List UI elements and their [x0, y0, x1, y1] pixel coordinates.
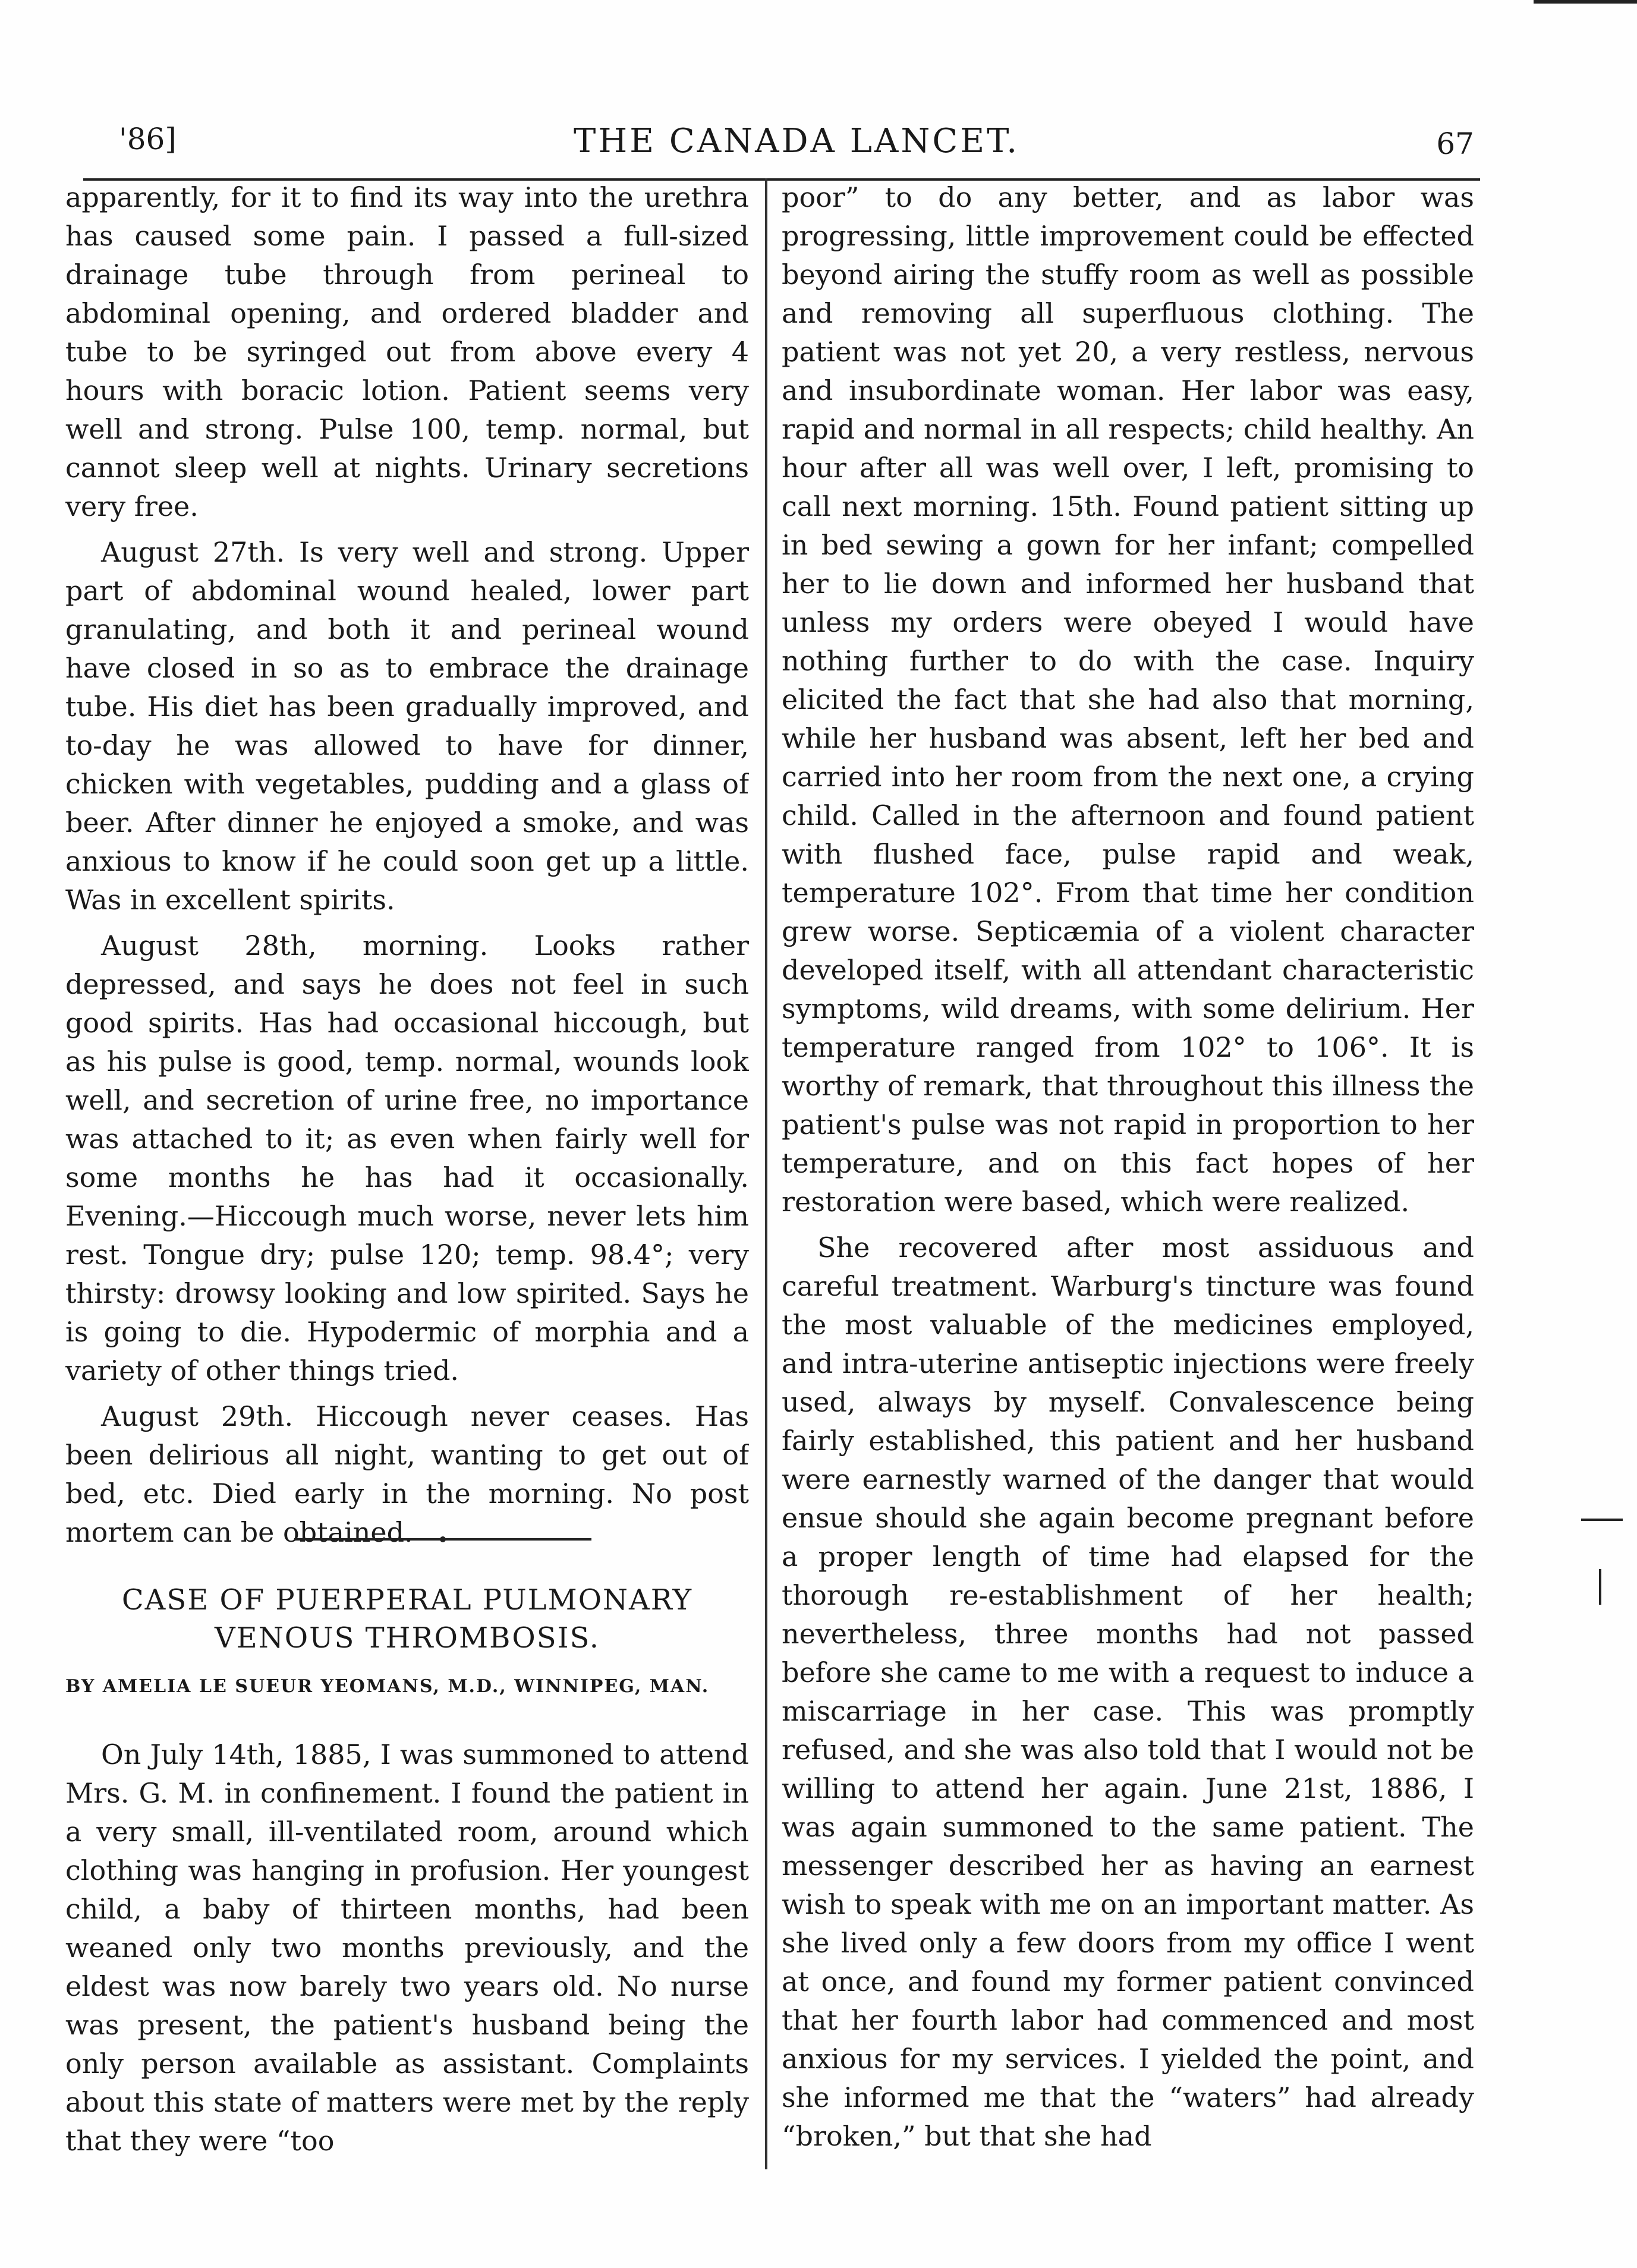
right-column: [782, 178, 1474, 2163]
paragraph: She recovered after most assiduous and careful treatment. Warburg's tincture was found the most valuable of the medicines employed, and intra-uterine antiseptic injections were freely used, always by myself. Convalescence being fairly established, this patient and her husband were earnestly warned of the danger that would ensue should she again become pregnant before a proper length of time had elapsed for the thorough re-establishment of her health; nevertheless, three months had not passed before she came to me with a request to induce a miscarriage in her case. This was promptly refused, and she was also told that I would not be willing to attend her again. June 21st, 1886, I was again summoned to the same patient. The messenger described her as having an earnest wish to speak with me on an important matter. As she lived only a few doors from my office I went at once, and found my former patient convinced that her fourth labor had commenced and most anxious for my services. I yielded the point, and she informed me that the “waters” had already “broken,” but that she had: [782, 1231, 1474, 2152]
article-body: [65, 1735, 749, 2163]
page-number: 67: [1436, 127, 1474, 161]
paragraph: August 28th, morning. Looks rather depressed, and says he does not feel in such good spirits. Has had occasional hiccough, but as his pulse is good, temp. normal, wounds look well, and secretion of urine free, no importance was attached to it; as even when fairly well for some months he has had it occasionally. Evening.—Hiccough much worse, never lets him rest. Tongue dry; pulse 120; temp. 98.4°; very thirsty: drowsy looking and low spirited. Says he is going to die. Hypodermic of morphia and a variety of other things tried.: [65, 930, 749, 1387]
paragraph: poor” to do any better, and as labor was progressing, little improvement could be effected beyond airing the stuffy room as well as possible and removing all superfluous clothing. The patient was not yet 20, a very restless, nervous and insubordinate woman. Her labor was easy, rapid and normal in all respects; child healthy. An hour after all was well over, I left, promising to call next morning. 15th. Found patient sitting up in bed sewing a gown for her infant; compelled her to lie down and informed her husband that unless my orders were obeyed I would have nothing further to do with the case. Inquiry elicited the fact that she had also that morning, while her husband was absent, left her bed and carried into her room from the next one, a crying child. Called in the afternoon and found patient with flushed face, pulse rapid and weak, temperature 102°. From that time her condition grew worse. Septicæmia of a violent character developed itself, with all attendant characteristic symptoms, wild dreams, with some delirium. Her temperature ranged from 102° to 106°. It is worthy of remark, that throughout this illness the patient's pulse was not rapid in proportion to her temperature, and on this fact hopes of her restoration were based, which were realized.: [782, 181, 1474, 1218]
column-divider: [765, 178, 767, 2169]
article-title-line: VENOUS THROMBOSIS.: [215, 1621, 600, 1655]
scan-edge-mark: [1534, 0, 1637, 4]
article-title-line: CASE OF PUERPERAL PULMONARY: [121, 1583, 693, 1617]
paragraph: apparently, for it to find its way into the urethra has caused some pain. I passed a full-sized drainage tube through from perineal to abdominal opening, and ordered bladder and tube to be syringed out from above every 4 hours with boracic lotion. Patient seems very well and strong. Pulse 100, temp. normal, but cannot sleep well at nights. Urinary secretions very free.: [65, 181, 749, 522]
paragraph: On July 14th, 1885, I was summoned to attend Mrs. G. M. in confinement. I found the patient in a very small, ill-ventilated room, around which clothing was hanging in profusion. Her youngest child, a baby of thirteen months, had been weaned only two months previously, and the eldest was now barely two years old. No nurse was present, the patient's husband being the only person available as assistant. Complaints about this state of matters were met by the reply that they were “too: [65, 1738, 749, 2157]
article-title: [65, 1581, 749, 1657]
scan-edge-mark: [1581, 1519, 1623, 1521]
scan-edge-mark: [1599, 1569, 1601, 1605]
article-byline: BY AMELIA LE SUEUR YEOMANS, M.D., WINNIPEG, MAN.: [65, 1676, 710, 1697]
running-header: [119, 122, 1474, 178]
journal-title: THE CANADA LANCET.: [573, 122, 1019, 160]
paragraph: August 27th. Is very well and strong. Upper part of abdominal wound healed, lower part granulating, and both it and perineal wound have closed in so as to embrace the drainage tube. His diet has been gradually improved, and to-day he was allowed to have for dinner, chicken with vegetables, pudding and a glass of beer. After dinner he enjoyed a smoke, and was anxious to know if he could soon get up a little. Was in excellent spirits.: [65, 536, 749, 916]
header-year: '86]: [119, 122, 177, 156]
section-ornament: [294, 1536, 591, 1542]
paragraph: August 29th. Hiccough never ceases. Has been delirious all night, wanting to get out of bed, etc. Died early in the morning. No post mortem can be obtained.: [65, 1400, 749, 1548]
